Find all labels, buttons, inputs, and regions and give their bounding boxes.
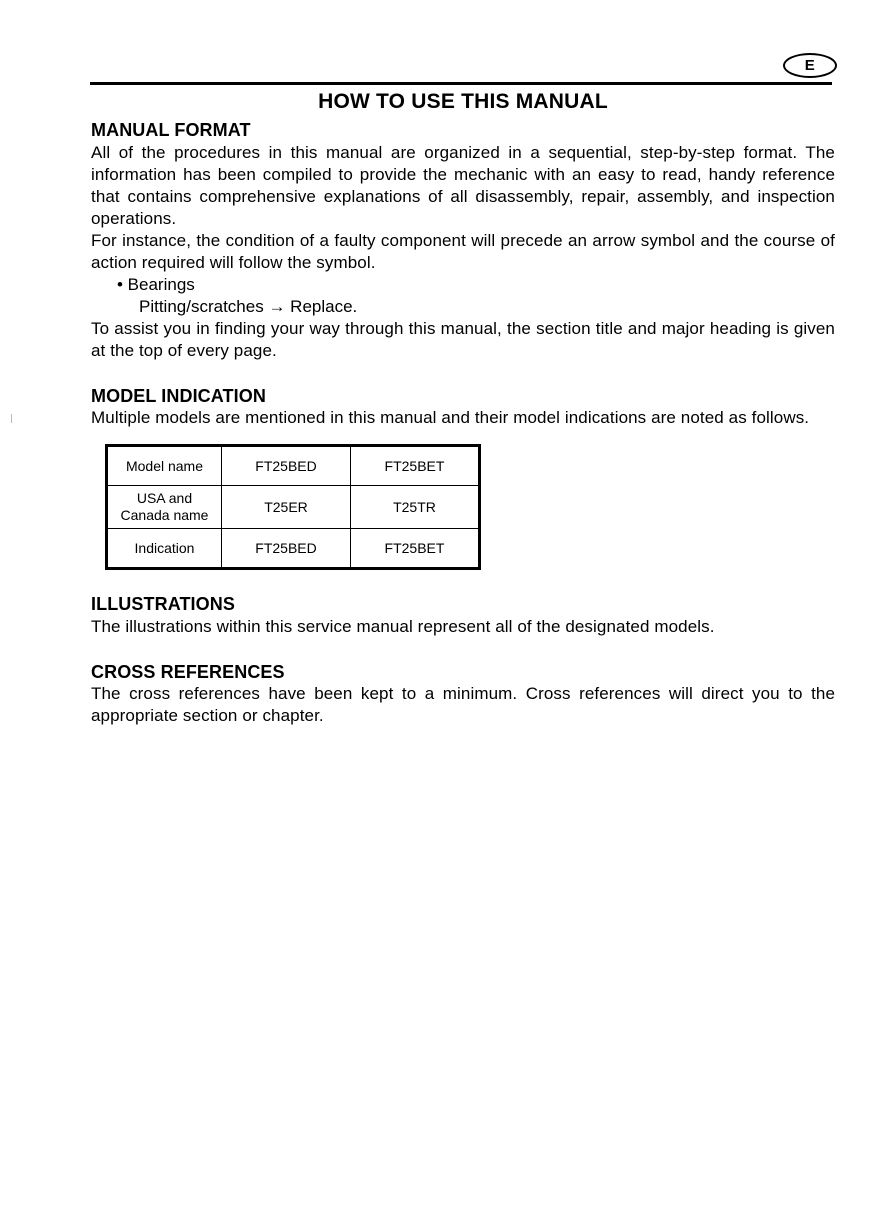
section-paragraph-manual-format-3: To assist you in finding your way through this manual, the section title and major heading is given at the top of every page.: [91, 318, 835, 360]
section-heading-cross-references: CROSS REFERENCES: [91, 661, 285, 682]
model-indication-table-wrapper: [105, 444, 835, 570]
section-paragraph-manual-format-2: For instance, the condition of a faulty component will precede an arrow symbol and the course of action required will follow the symbol.: [91, 230, 835, 272]
section-heading-manual-format: MANUAL FORMAT: [91, 120, 251, 141]
table-cell-label: Indication: [107, 529, 222, 569]
table-cell-value: T25TR: [351, 486, 480, 529]
table-cell-label: [107, 486, 222, 529]
page-title: HOW TO USE THIS MANUAL: [318, 90, 608, 113]
table-cell-value: FT25BET: [351, 529, 480, 569]
table-cell-value: FT25BED: [222, 529, 351, 569]
section-heading-model-indication: MODEL INDICATION: [91, 385, 266, 406]
table-row: [107, 529, 480, 569]
section-paragraph-model-indication-1: Multiple models are mentioned in this manual and their model indications are noted as follows.: [91, 408, 810, 428]
section-paragraph-cross-references-1: The cross references have been kept to a minimum. Cross references will direct you to the appropriate section or chapter.: [91, 684, 835, 726]
section-heading-illustrations: ILLUSTRATIONS: [91, 594, 235, 615]
bearings-example-block: [91, 274, 835, 318]
scan-artifact: [11, 414, 12, 423]
section-paragraph-illustrations-1: The illustrations within this service manual represent all of the designated models.: [91, 616, 715, 636]
table-row: [107, 446, 480, 486]
bullet-subline-pitting-scratches: Pitting/scratches → Replace.: [139, 296, 358, 316]
bullet-item-bearings: • Bearings: [117, 274, 195, 294]
table-cell-label-line2: Canada name: [120, 507, 209, 524]
section-paragraph-manual-format-1: All of the procedures in this manual are organized in a sequential, step-by-step format. The information has been compiled to provide the mechanic with an easy to read, handy reference that contains comprehensive explanations of all disassembly, repair, assembly, and inspection operations.: [91, 142, 835, 228]
language-badge-e: E: [783, 53, 837, 78]
table-cell-value: FT25BET: [351, 446, 480, 486]
table-cell-label-line1: USA and: [136, 490, 193, 507]
table-row: [107, 486, 480, 529]
table-cell-value: T25ER: [222, 486, 351, 529]
model-indication-table: [105, 444, 481, 570]
table-cell-label: Model name: [107, 446, 222, 486]
header-rule: [90, 82, 832, 85]
page-content: [91, 90, 835, 727]
table-cell-value: FT25BED: [222, 446, 351, 486]
